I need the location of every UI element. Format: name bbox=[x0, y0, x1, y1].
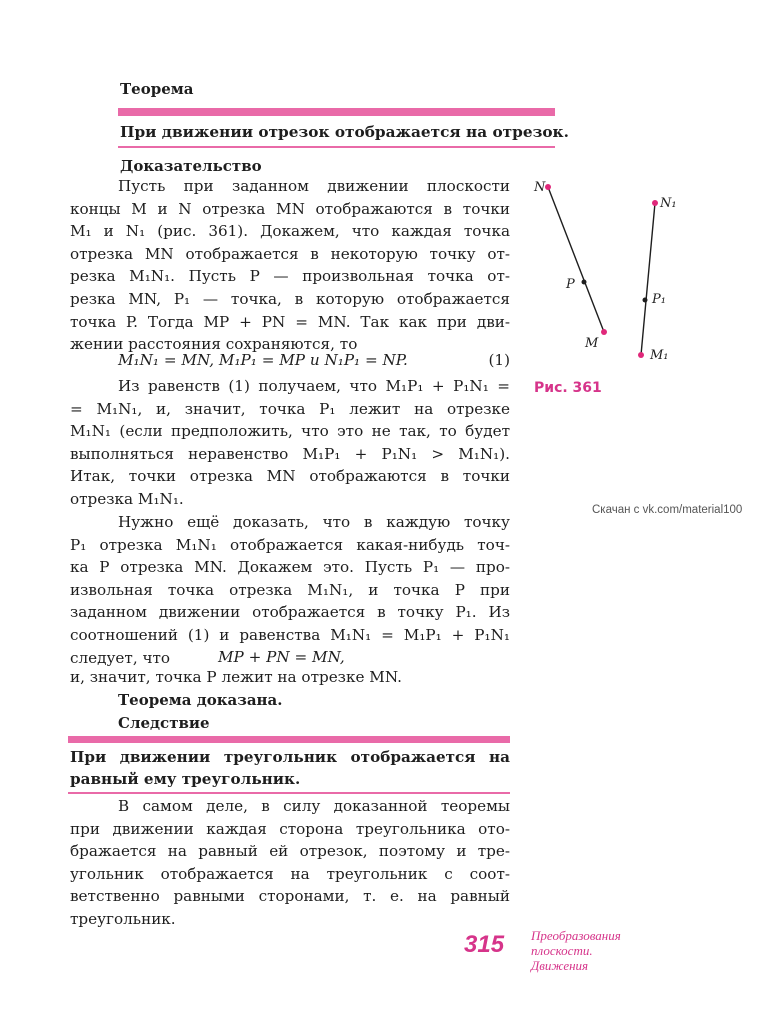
text-line: соотношений (1) и равенства M₁N₁ = M₁P₁ + P₁N₁ bbox=[70, 625, 510, 644]
point-p bbox=[582, 280, 587, 285]
label-m1: M₁ bbox=[650, 348, 669, 363]
text-line: Пусть при заданном движении плоскости bbox=[118, 177, 510, 195]
figure-caption: Рис. 361 bbox=[534, 380, 602, 396]
text-line: Итак, точки отрезка MN отображаются в точки bbox=[70, 467, 510, 486]
corollary-bottom-line bbox=[68, 792, 510, 794]
corollary-title: Следствие bbox=[118, 714, 210, 732]
label-m: M bbox=[585, 336, 599, 351]
corollary-statement bbox=[70, 746, 510, 790]
text-line: отрезка MN отображается в некоторую точку от- bbox=[70, 244, 510, 263]
text-line: ветственно равными сторонами, т. е. на равный bbox=[70, 887, 510, 906]
proof-title: Доказательство bbox=[120, 157, 262, 175]
text-line: угольник отображается на треугольник с соот- bbox=[70, 864, 510, 883]
label-n: N bbox=[534, 180, 546, 195]
text-line: M₁N₁ (если предположить, что это не так, то будет bbox=[70, 422, 510, 441]
text-line: = M₁N₁, и, значит, точка P₁ лежит на отрезке bbox=[70, 399, 510, 418]
text-line: при движении каждая сторона треугольника ото- bbox=[70, 819, 510, 838]
text-line: P₁ отрезка M₁N₁ отображается какая-нибудь точ- bbox=[70, 535, 510, 554]
text-line: В самом деле, в силу доказанной теоремы bbox=[118, 797, 510, 815]
equation-1-number: (1) bbox=[488, 351, 510, 369]
theorem-bottom-line bbox=[118, 146, 555, 148]
text-line: треугольник. bbox=[70, 909, 176, 928]
watermark: Скачан с vk.com/material100 bbox=[592, 504, 743, 516]
text-line: ка P отрезка MN. Докажем это. Пусть P₁ — про- bbox=[70, 558, 510, 577]
text-line: Нужно ещё доказать, что в каждую точку bbox=[118, 513, 510, 531]
proof-paragraph-2 bbox=[70, 375, 510, 511]
theorem-top-bar bbox=[118, 108, 555, 116]
segment-mn bbox=[548, 187, 604, 332]
text-line: точка P. Тогда MP + PN = MN. Так как при дви- bbox=[70, 312, 510, 331]
label-p: P bbox=[566, 277, 575, 292]
point-m bbox=[601, 329, 607, 335]
text-line: извольная точка отрезка M₁N₁, и точка P при bbox=[70, 580, 510, 599]
text-line: следует, что bbox=[70, 648, 171, 667]
corollary-top-bar bbox=[68, 736, 510, 743]
proof-conclusion: Теорема доказана. bbox=[118, 691, 283, 709]
segment-m1n1 bbox=[641, 203, 655, 355]
proof-paragraph-1 bbox=[70, 175, 510, 356]
text-line: концы M и N отрезка MN отображаются в точки bbox=[70, 199, 510, 218]
label-p1: P₁ bbox=[652, 292, 666, 307]
point-m1 bbox=[638, 352, 644, 358]
equation-2: MP + PN = MN, bbox=[218, 648, 345, 666]
theorem-statement: При движении отрезок отображается на отрезок. bbox=[120, 123, 569, 141]
theorem-title: Теорема bbox=[120, 80, 194, 98]
section-title-line: плоскости. bbox=[531, 943, 593, 958]
text-line: резка MN, P₁ — точка, в которую отображается bbox=[70, 289, 510, 308]
corollary-explanation bbox=[70, 795, 510, 931]
section-title-line: Движения bbox=[531, 958, 589, 973]
text-line: M₁ и N₁ (рис. 361). Докажем, что каждая точка bbox=[70, 222, 510, 241]
text-line: При движении треугольник отображается на bbox=[70, 748, 510, 766]
text-line: заданном движении отображается в точку P₁. Из bbox=[70, 603, 510, 622]
section-title bbox=[531, 928, 621, 973]
text-line: резка M₁N₁. Пусть P — произвольная точка от- bbox=[70, 267, 510, 286]
text-line: Из равенств (1) получаем, что M₁P₁ + P₁N₁ = bbox=[118, 377, 510, 395]
text-line: отрезка M₁N₁. bbox=[70, 489, 184, 508]
text-line: жении расстояния сохраняются, то bbox=[70, 335, 358, 354]
label-n1: N₁ bbox=[660, 196, 677, 211]
text-line: бражается на равный ей отрезок, поэтому и тре- bbox=[70, 842, 510, 861]
section-title-line: Преобразования bbox=[531, 928, 621, 943]
proof-paragraph-4: и, значит, точка P лежит на отрезке MN. bbox=[70, 668, 402, 686]
equation-1-text: M₁N₁ = MN, M₁P₁ = MP и N₁P₁ = NP. bbox=[118, 351, 408, 369]
point-n bbox=[545, 184, 551, 190]
text-line: выполняться неравенство M₁P₁ + P₁N₁ > M₁N₁). bbox=[70, 444, 510, 463]
text-line: равный ему треугольник. bbox=[70, 770, 301, 788]
figure-361 bbox=[525, 170, 685, 400]
point-p1 bbox=[643, 298, 648, 303]
page-number: 315 bbox=[464, 931, 505, 958]
point-n1 bbox=[652, 200, 658, 206]
equation-1 bbox=[118, 349, 510, 372]
